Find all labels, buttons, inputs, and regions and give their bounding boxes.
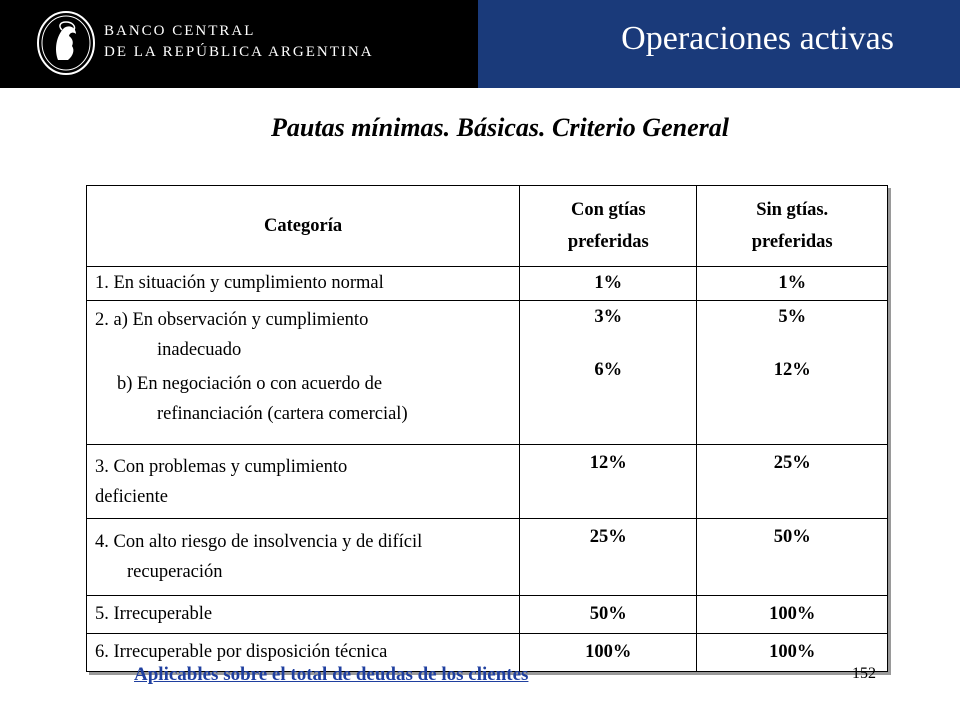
without-guarantees-cell: 1% [697, 267, 888, 301]
section-title: Operaciones activas [621, 20, 894, 57]
bank-seal-icon [36, 10, 96, 76]
without-guarantees-b: 12% [773, 360, 811, 380]
without-guarantees-cell: 100% [697, 634, 888, 672]
table-row [87, 267, 888, 301]
bank-name-line2: DE LA REPÚBLICA ARGENTINA [104, 44, 374, 60]
with-guarantees-b: 6% [594, 360, 623, 380]
table-header-row [87, 186, 888, 267]
table-row [87, 519, 888, 596]
table-row [87, 301, 888, 445]
category-cell: 6. Irrecuperable por disposición técnica [87, 634, 520, 672]
with-guarantees-cell: 100% [520, 634, 697, 672]
category-a-line2: inadecuado [157, 340, 242, 360]
page-number: 152 [852, 665, 876, 682]
header-with-guarantees-line2: preferidas [567, 232, 649, 252]
header-category: Categoría [87, 186, 520, 267]
without-guarantees-a: 5% [778, 307, 807, 327]
category-line2: deficiente [95, 486, 168, 507]
category-cell [87, 519, 520, 596]
category-cell: 5. Irrecuperable [87, 596, 520, 634]
category-cell: 1. En situación y cumplimiento normal [87, 267, 520, 301]
category-line1: 4. Con alto riesgo de insolvencia y de difícil [95, 532, 423, 552]
category-b-line2: refinanciación (cartera comercial) [157, 404, 408, 424]
header-right-band [478, 0, 960, 88]
category-b-line1: b) En negociación o con acuerdo de [117, 374, 383, 394]
footer-note-link[interactable]: Aplicables sobre el total de deudas de los clientes [134, 664, 529, 685]
without-guarantees-cell: 50% [697, 519, 888, 596]
with-guarantees-values [528, 307, 688, 407]
header-left-band [0, 0, 478, 88]
with-guarantees-cell: 25% [520, 519, 697, 596]
header-with-guarantees [520, 186, 697, 267]
with-guarantees-a: 3% [594, 307, 623, 327]
bank-name-line1: BANCO CENTRAL [104, 23, 256, 39]
without-guarantees-values [705, 307, 879, 407]
header-without-guarantees-line1: Sin gtías. [756, 200, 829, 220]
category-line1: 3. Con problemas y cumplimiento [95, 456, 348, 477]
provisioning-table [86, 185, 888, 672]
header-with-guarantees-line1: Con gtías [571, 200, 646, 220]
category-cell [87, 445, 520, 519]
slide-title: Pautas mínimas. Básicas. Criterio General [271, 113, 729, 142]
without-guarantees-cell: 25% [697, 445, 888, 519]
category-a-line1: 2. a) En observación y cumplimiento [95, 310, 369, 330]
with-guarantees-cell: 1% [520, 267, 697, 301]
header-without-guarantees-line2: preferidas [751, 232, 833, 252]
with-guarantees-cell: 12% [520, 445, 697, 519]
category-cell [87, 301, 520, 445]
header-without-guarantees [697, 186, 888, 267]
with-guarantees-cell [520, 301, 697, 445]
category-line2: recuperación [127, 562, 223, 582]
table-row [87, 445, 888, 519]
without-guarantees-cell: 100% [697, 596, 888, 634]
without-guarantees-cell [697, 301, 888, 445]
table-row [87, 596, 888, 634]
bank-name [104, 21, 374, 63]
with-guarantees-cell: 50% [520, 596, 697, 634]
